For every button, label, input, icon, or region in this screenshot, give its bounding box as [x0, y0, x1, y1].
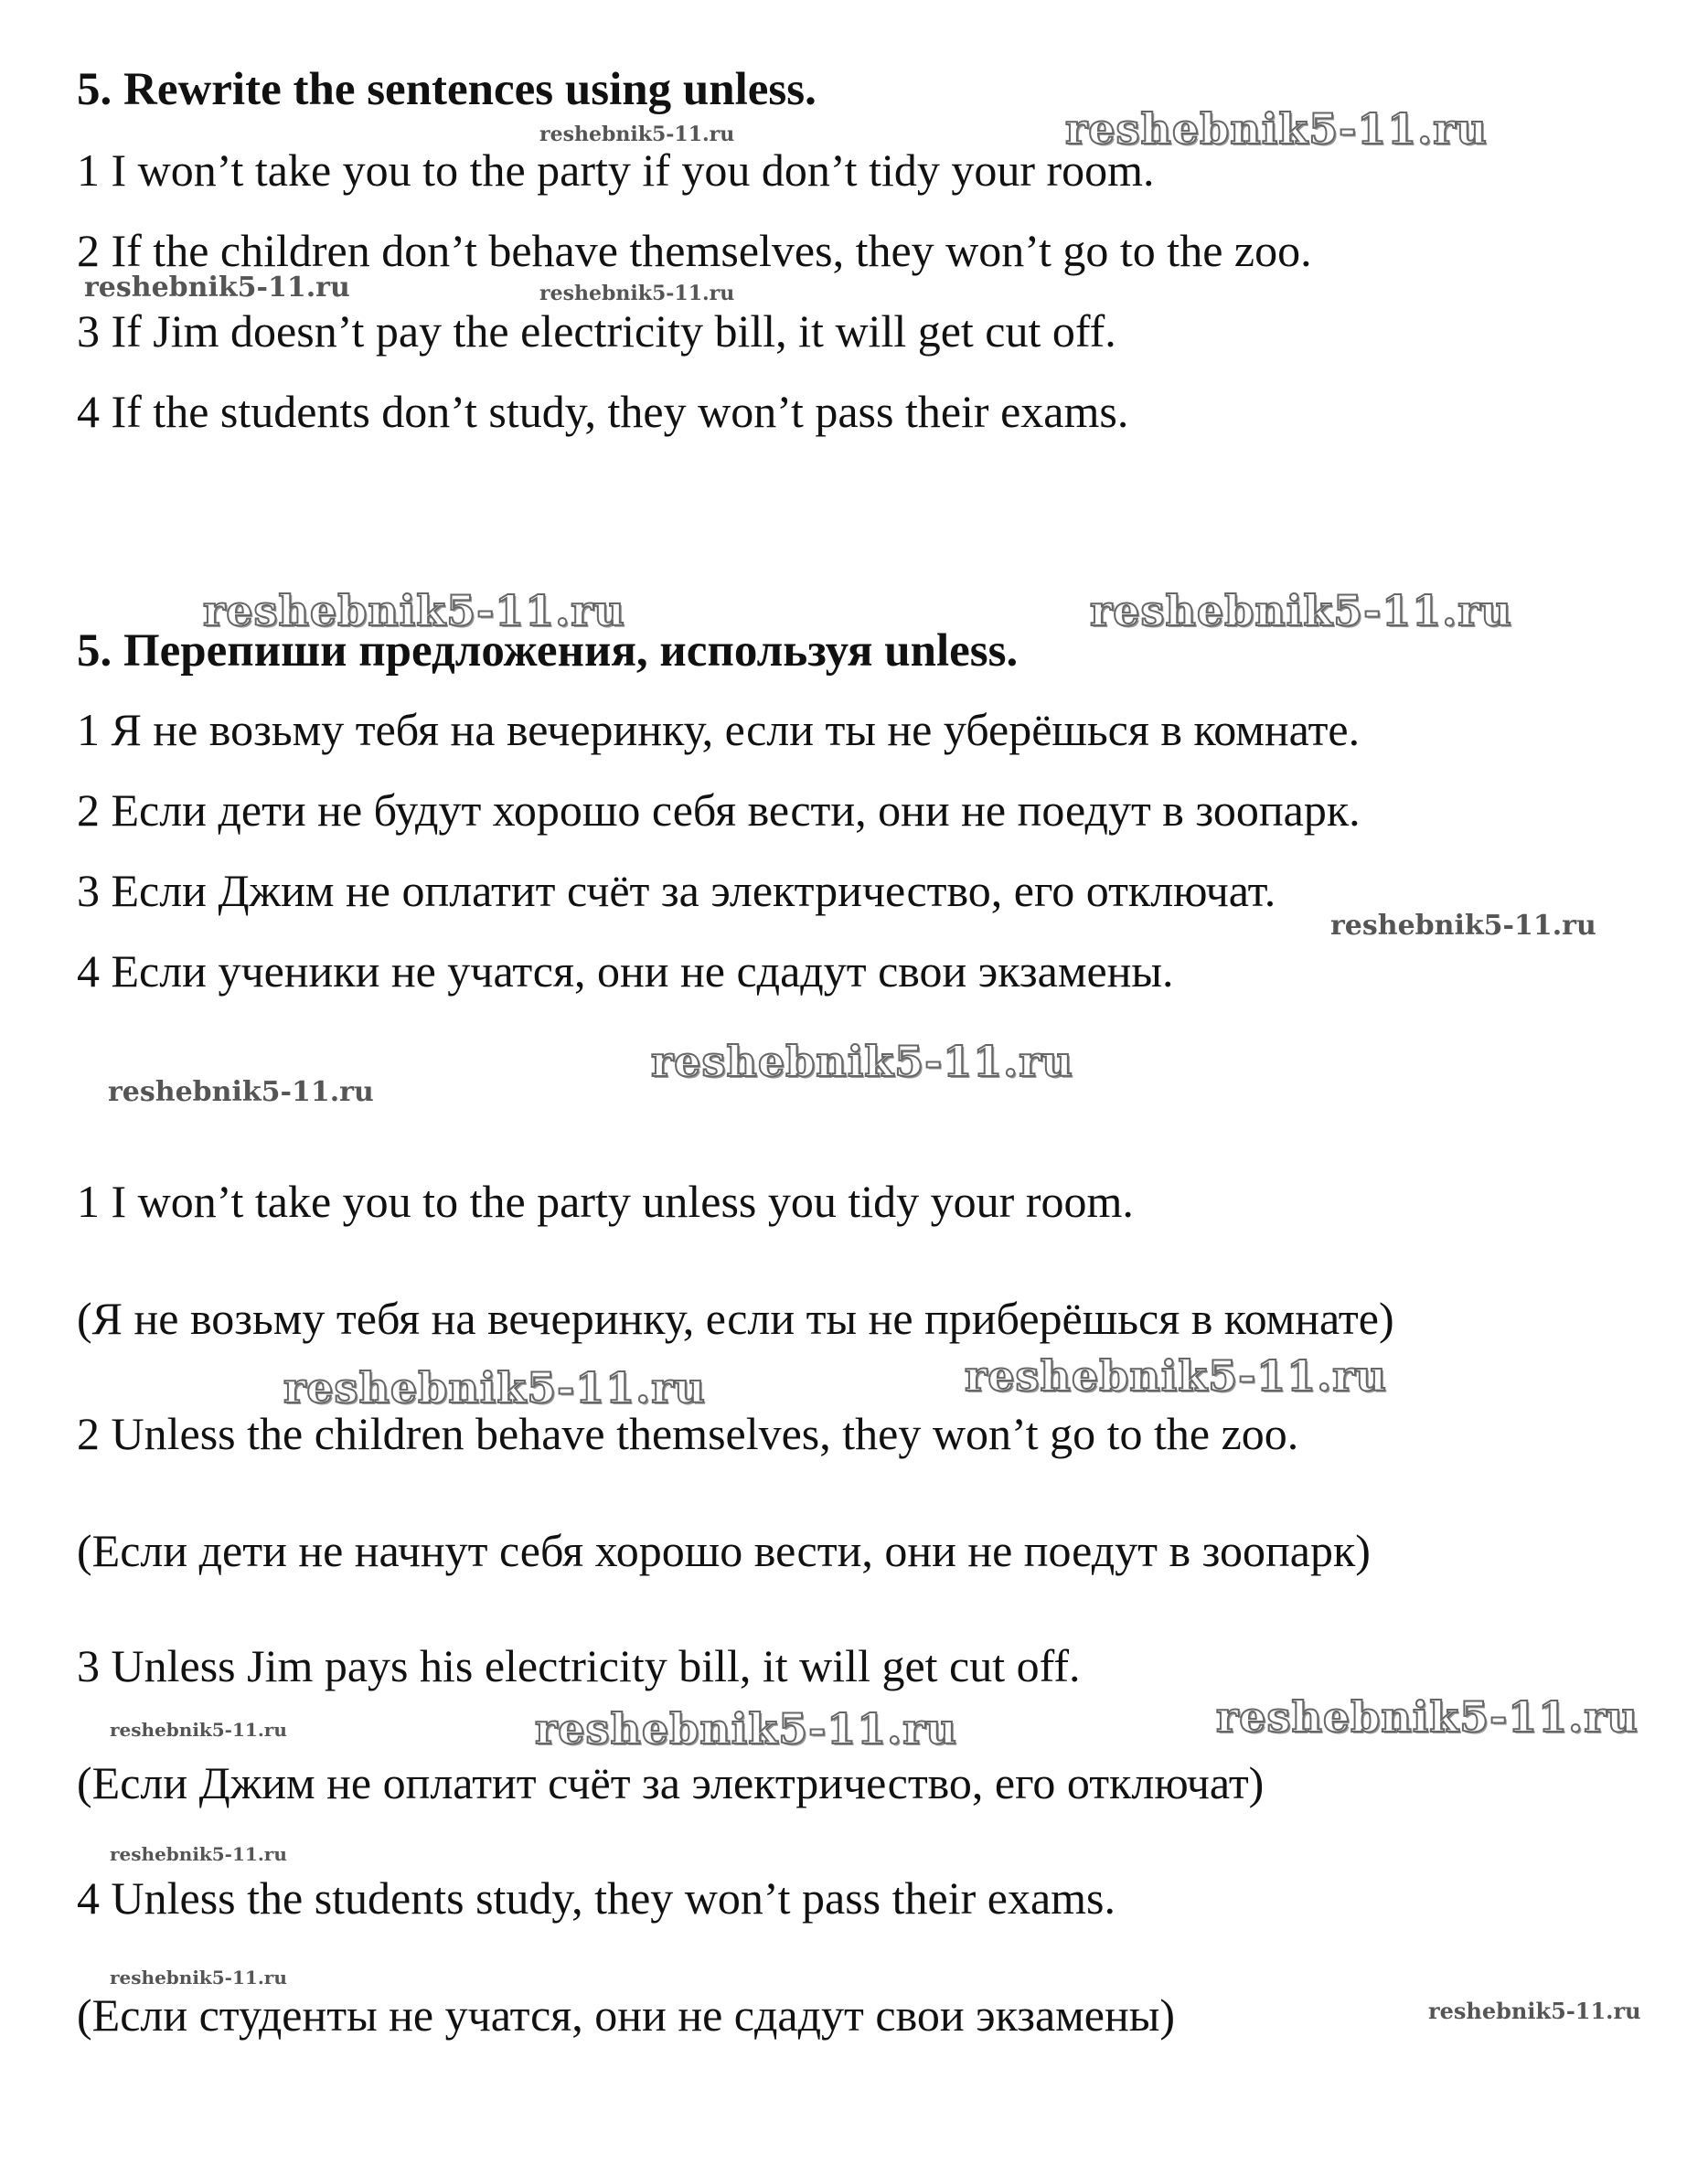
exercise-ru-item: 2 Если дети не будут хорошо себя вести, они не поедут в зоопарк. — [77, 784, 1361, 836]
watermark: reshebnik5-11.ru — [1090, 586, 1512, 635]
watermark: reshebnik5-11.ru — [539, 123, 735, 146]
watermark: reshebnik5-11.ru — [84, 272, 350, 304]
exercise-en-item: 1 I won’t take you to the party if you don’t tidy your room. — [77, 144, 1155, 196]
exercise-en-item: 4 If the students don’t study, they won’t pass their exams. — [77, 386, 1129, 437]
answer-ru: (Если студенты не учатся, они не сдадут свои экзамены) — [77, 1989, 1175, 2041]
answer-en: 2 Unless the children behave themselves, they won’t go to the zoo. — [77, 1408, 1299, 1459]
exercise-en-item: 2 If the children don’t behave themselves, they won’t go to the zoo. — [77, 225, 1312, 276]
watermark: reshebnik5-11.ru — [965, 1351, 1387, 1401]
watermark: reshebnik5-11.ru — [110, 1967, 287, 1988]
exercise-en-heading: 5. Rewrite the sentences using unless. — [77, 64, 817, 115]
answer-en: 3 Unless Jim pays his electricity bill, it will get cut off. — [77, 1640, 1081, 1691]
exercise-ru-item: 1 Я не возьму тебя на вечеринку, если ты не уберёшься в комнате. — [77, 704, 1361, 755]
watermark: reshebnik5-11.ru — [539, 282, 735, 305]
answer-ru: (Если дети не начнут себя хорошо вести, они не поедут в зоопарк) — [77, 1525, 1371, 1576]
watermark: reshebnik5-11.ru — [110, 1719, 287, 1741]
exercise-en-item: 3 If Jim doesn’t pay the electricity bill, it will get cut off. — [77, 305, 1116, 357]
watermark: reshebnik5-11.ru — [535, 1704, 957, 1754]
watermark: reshebnik5-11.ru — [1428, 1998, 1641, 2024]
exercise-ru-item: 3 Если Джим не оплатит счёт за электричество, его отключат. — [77, 865, 1276, 916]
watermark: reshebnik5-11.ru — [203, 586, 625, 635]
watermark: reshebnik5-11.ru — [108, 1076, 374, 1108]
answer-en: 1 I won’t take you to the party unless you tidy your room. — [77, 1176, 1134, 1227]
answer-ru: (Я не возьму тебя на вечеринку, если ты не приберёшься в комнате) — [77, 1293, 1394, 1344]
watermark: reshebnik5-11.ru — [651, 1037, 1073, 1086]
answer-ru: (Если Джим не оплатит счёт за электричество, его отключат) — [77, 1757, 1265, 1808]
watermark: reshebnik5-11.ru — [1065, 104, 1488, 154]
watermark: reshebnik5-11.ru — [110, 1843, 287, 1865]
answer-en: 4 Unless the students study, they won’t pass their exams. — [77, 1872, 1116, 1924]
exercise-ru-heading: 5. Перепиши предложения, используя unless. — [77, 625, 1019, 677]
watermark: reshebnik5-11.ru — [283, 1363, 706, 1413]
exercise-ru-item: 4 Если ученики не учатся, они не сдадут свои экзамены. — [77, 945, 1174, 997]
watermark: reshebnik5-11.ru — [1216, 1692, 1639, 1742]
watermark: reshebnik5-11.ru — [1330, 910, 1596, 942]
